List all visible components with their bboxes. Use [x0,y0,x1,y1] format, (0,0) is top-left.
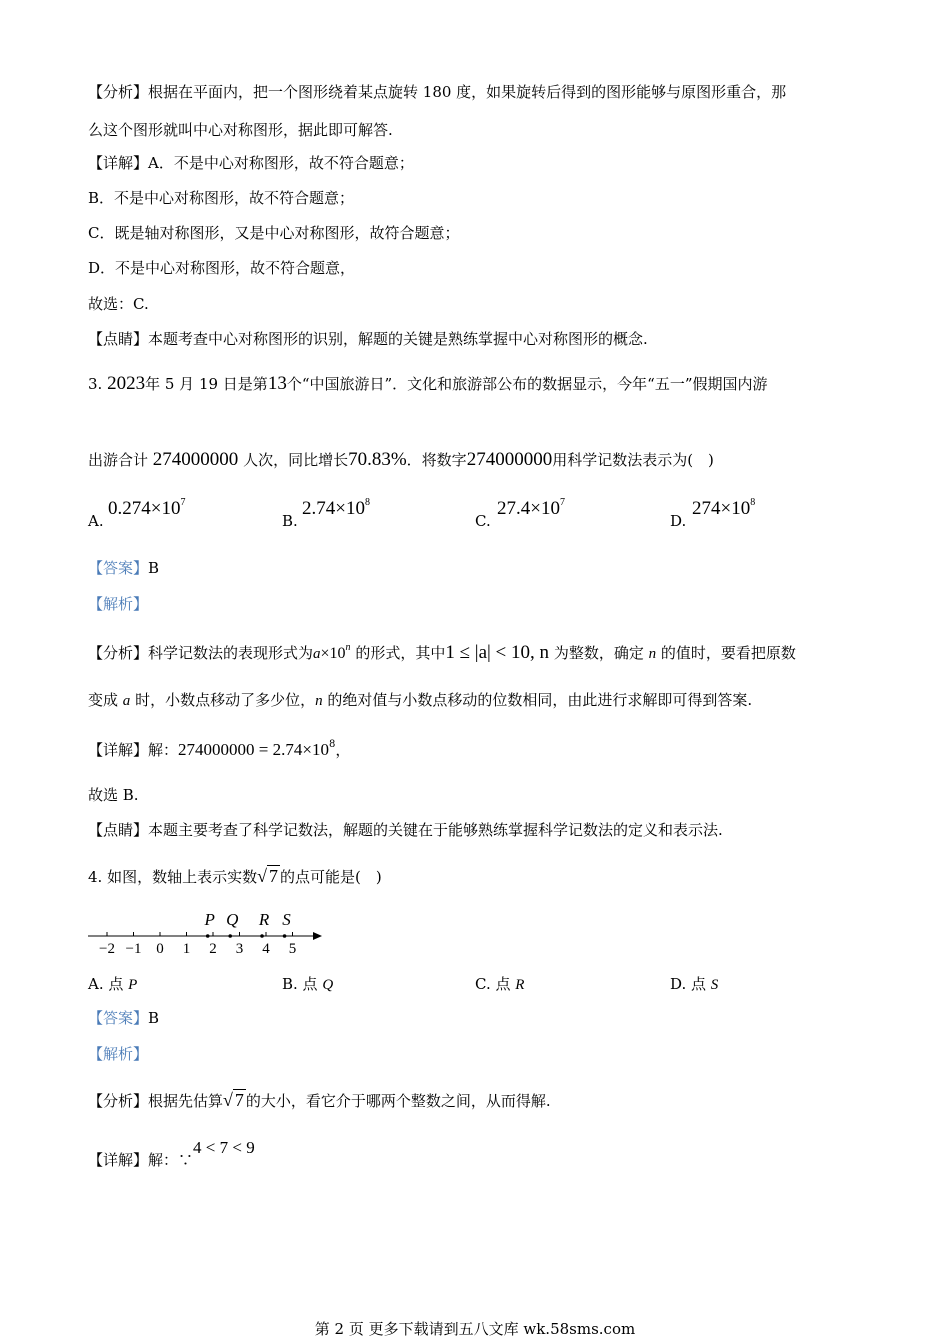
axis-ticks [107,932,293,936]
axis-point [260,934,264,938]
q3-stem-line2: 出游合计 274000000 人次，同比增长70.83%．将数字274000000用科学记数法表示为( ) [88,449,714,470]
axis-point [228,934,232,938]
axis-tick-label: 4 [262,941,270,957]
q3-option-b-value: $2.74\times 10^8$ [302,496,370,519]
q2-detail-c: C．既是轴对称图形，又是中心对称图形，故符合题意； [88,224,460,242]
q4-option-d: D. 点 S [670,975,719,993]
q3-option-a-value: $0.274\times 10^7$ [108,496,186,519]
q3-option-d-label: D. [670,512,687,530]
q3-analysis-tag: 【解析】 [88,595,149,613]
q4-analysis: 【分析】根据先估算√ 7 的大小，看它介于哪两个整数之间，从而得解. [88,1090,551,1110]
number-line-figure [86,905,336,960]
q4-option-c: C. 点 R [475,975,525,993]
q3-option-d-value: $274\times 10^8$ [692,496,756,519]
q2-detail-b: B．不是中心对称图形，故不符合题意； [88,189,355,207]
q3-option-b-label: B. [282,512,298,530]
q2-analysis-line2: 么这个图形就叫中心对称图形，据此即可解答. [88,121,393,139]
axis-point [283,934,287,938]
axis-tick-label: 1 [182,941,191,957]
q3-stem-line1: 3. 2023年 5 月 19 日是第13个“中国旅游日”．文化和旅游部公布的数据显示，今年“五一”假期国内游 [88,373,768,394]
sqrt-symbol: √ 7 [223,1090,244,1110]
axis-tick-label: −1 [125,941,142,957]
q3-option-c-value: $27.4\times 10^7$ [497,496,565,519]
q4-detail: 【详解】解：∵4 < 7 < 9 [88,1138,255,1169]
q4-analysis-tag: 【解析】 [88,1045,149,1063]
q3-choose: 故选 B. [88,786,139,804]
q2-detail-a: 【详解】A．不是中心对称图形，故不符合题意； [88,154,414,172]
q3-detail: 【详解】解：$274000000 = 2.74\times 10^8$， [88,739,351,759]
q3-option-c-label: C. [475,512,491,530]
axis-tick-labels [99,941,296,957]
axis-point [206,934,210,938]
q3-analysis-line1: 【分析】科学记数法的表现形式为$a\times 10^n$ 的形式，其中1 ≤ |a| < 10, n 为整数，确定 n 的值时，要看把原数 [88,642,796,663]
sqrt-symbol: √ 7 [257,866,278,886]
axis-tick-label: −2 [99,941,115,957]
q4-option-b: B. 点 Q [282,975,334,993]
q2-choose: 故选：C. [88,295,149,313]
q3-answer: 【答案】B [88,559,160,577]
axis-tick-label: 5 [288,941,297,957]
page-footer: 第 2 页 更多下载请到五八文库 wk.58sms.com [314,1320,636,1338]
q4-answer: 【答案】B [88,1009,160,1027]
axis-tick-label: 2 [209,941,217,957]
q3-analysis-line2: 变成 a 时，小数点移动了多少位，n 的绝对值与小数点移动的位数相同，由此进行求解即可得到答案. [88,691,753,709]
q3-comment: 【点睛】本题主要考查了科学记数法，解题的关键在于能够熟练掌握科学记数法的定义和表示法. [88,821,723,839]
q2-analysis-line1: 【分析】根据在平面内，把一个图形绕着某点旋转 180 度，如果旋转后得到的图形能够与原图形重合，那 [88,83,787,101]
axis-tick-label: 0 [156,941,164,957]
q2-comment: 【点睛】本题考查中心对称图形的识别，解题的关键是熟练掌握中心对称图形的概念. [88,330,648,348]
axis-point-label: Q [226,910,239,929]
q3-option-a-label: A. [88,512,104,530]
axis-arrow-icon [313,932,322,940]
axis-point-label: P [204,910,215,929]
q4-stem: 4. 如图，数轴上表示实数√ 7 的点可能是( ) [88,866,382,886]
axis-tick-label: 3 [235,941,244,957]
axis-point-labels [204,910,292,929]
axis-point-label: R [258,910,270,929]
q2-detail-d: D．不是中心对称图形，故不符合题意， [88,259,356,277]
q4-option-a: A. 点 P [88,975,138,993]
axis-point-label: S [282,910,291,929]
